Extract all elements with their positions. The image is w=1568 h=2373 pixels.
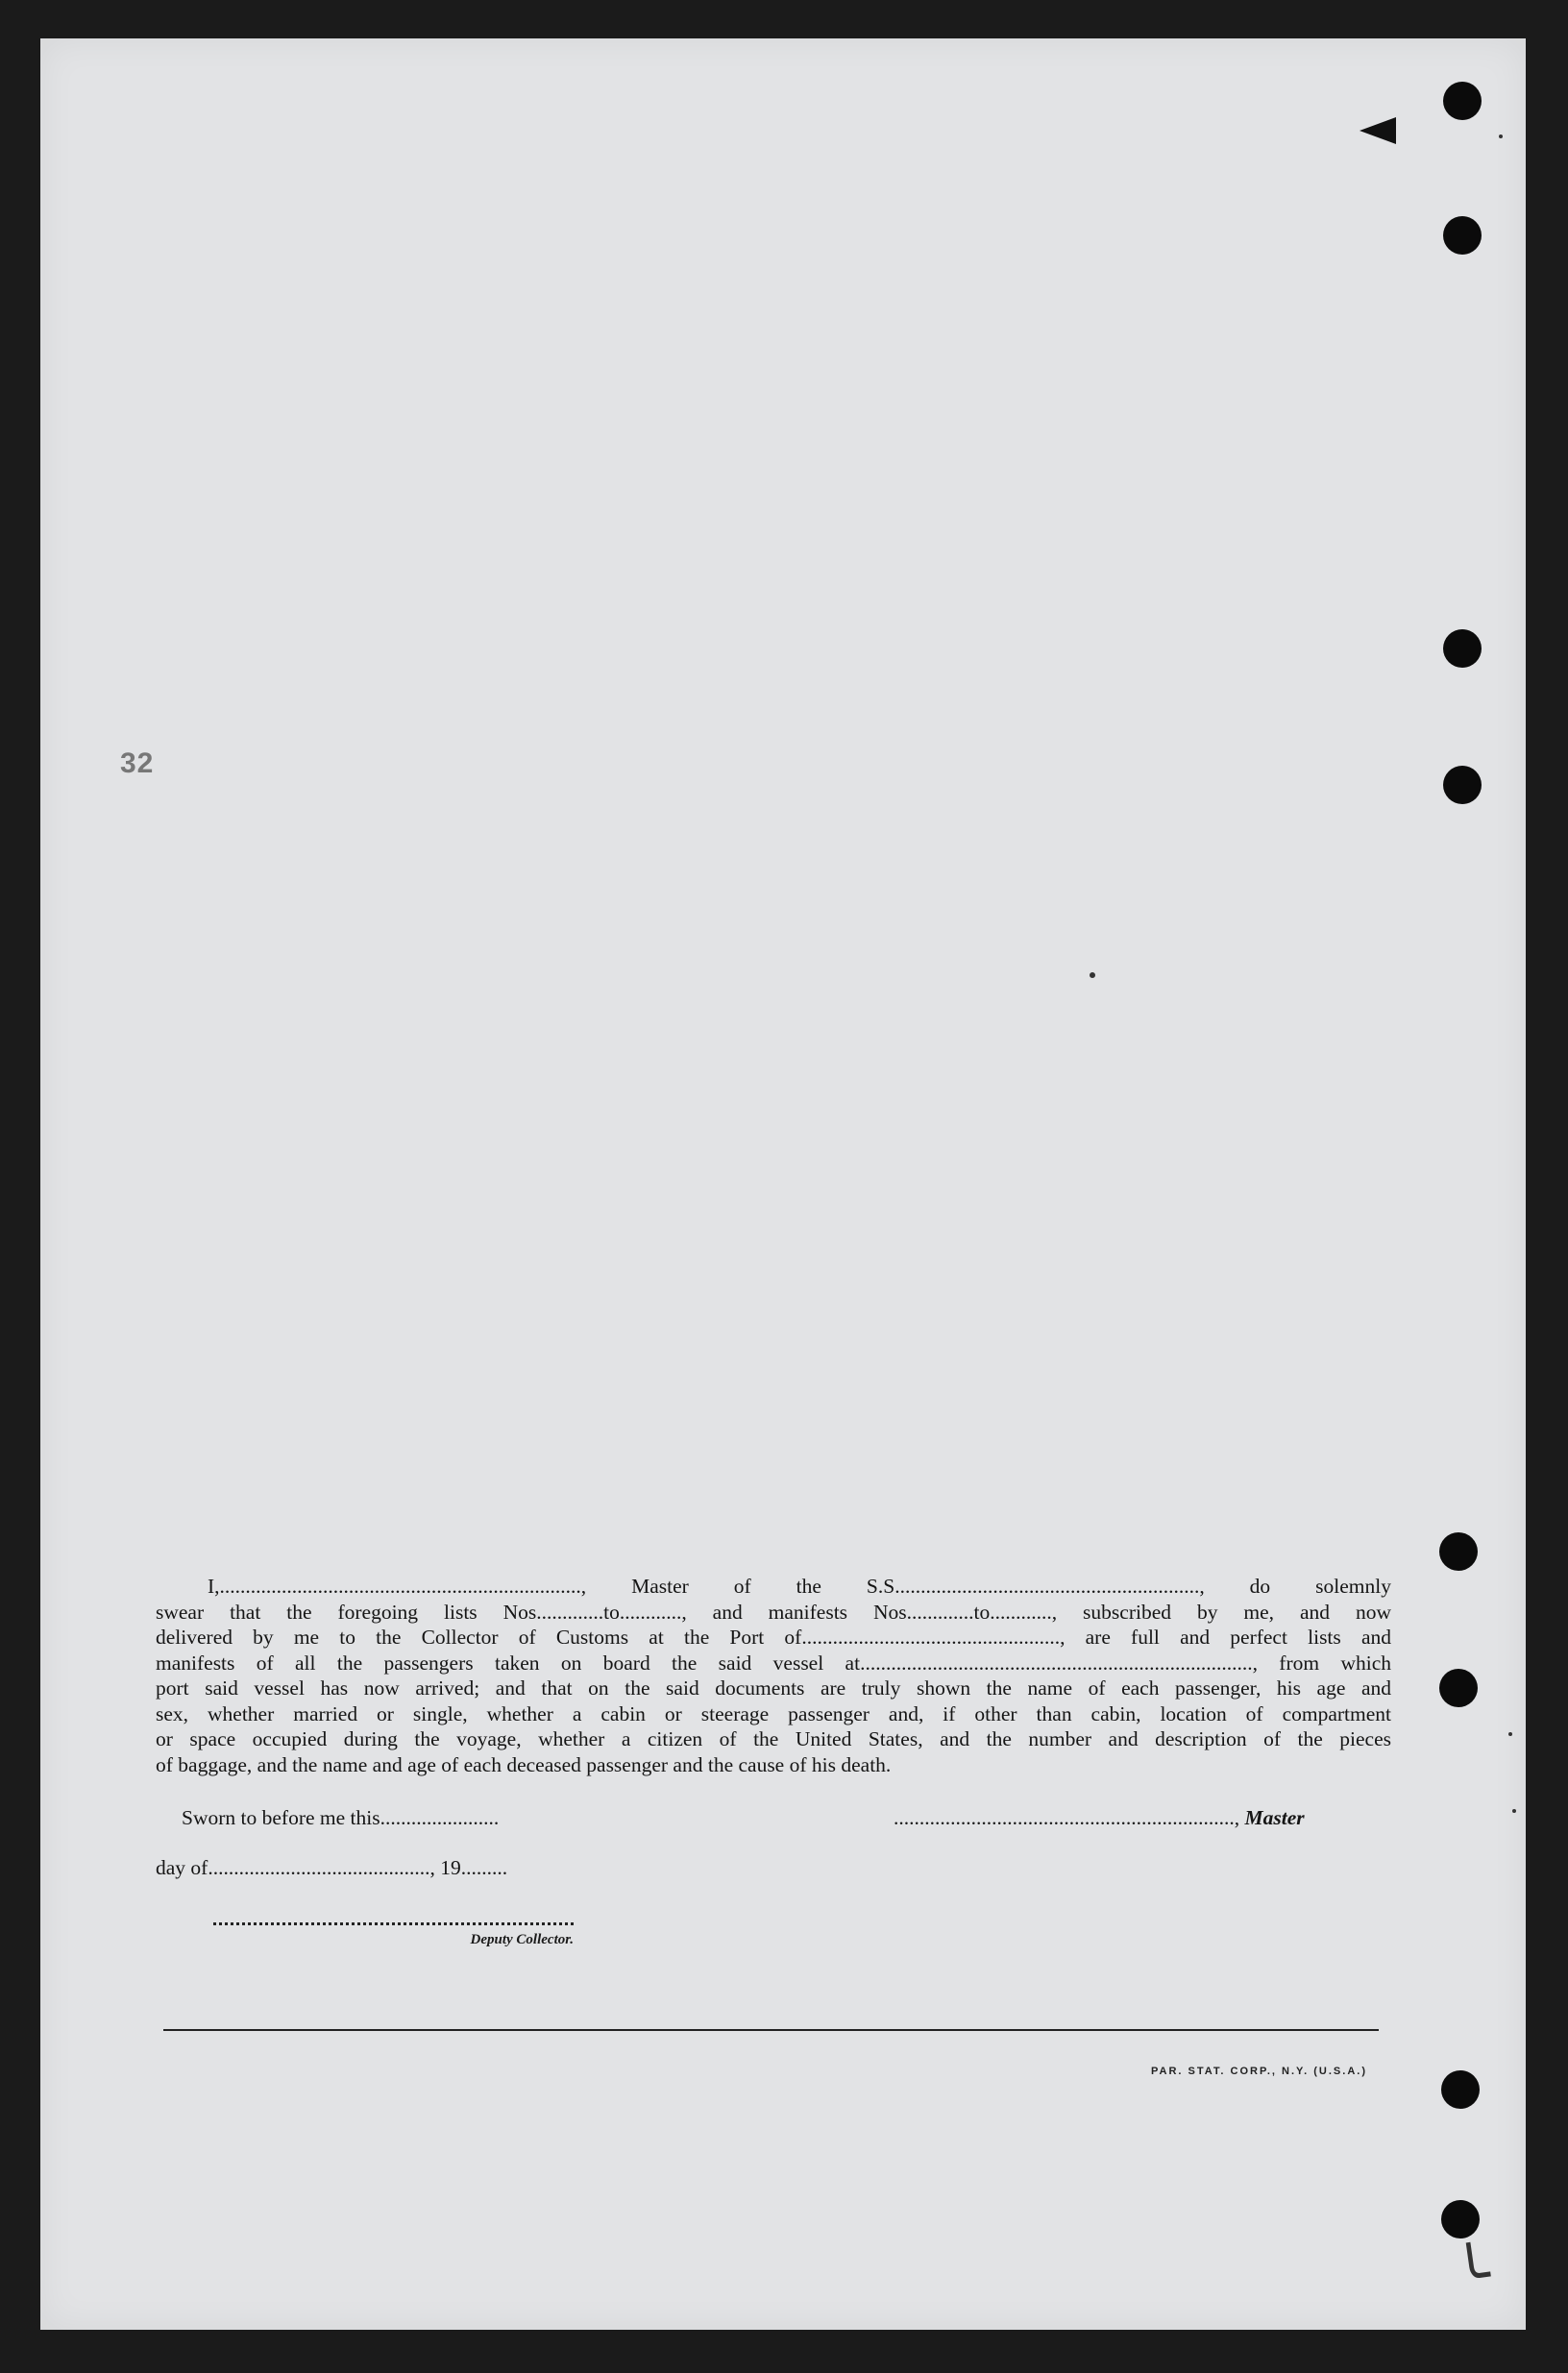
deputy-signature-dots bbox=[213, 1922, 574, 1925]
master-label: Master bbox=[1244, 1806, 1305, 1829]
oath-line: or space occupied during the voyage, whether a citizen of the United States, and the number and description of the pieces bbox=[156, 1727, 1391, 1750]
binder-hole-7 bbox=[1441, 2070, 1480, 2109]
horizontal-rule bbox=[163, 2029, 1379, 2031]
oath-line: swear that the foregoing lists Nos.............to............, and manifests Nos.............to............, subscribed by me, and now bbox=[156, 1600, 1391, 1624]
oath-line: of baggage, and the name and age of each deceased passenger and the cause of his death. bbox=[156, 1752, 892, 1776]
speck bbox=[1090, 972, 1095, 978]
master-signature-line bbox=[894, 1806, 1305, 1830]
binder-hole-4 bbox=[1443, 766, 1482, 804]
speck bbox=[1508, 1732, 1512, 1736]
printer-imprint: PAR. STAT. CORP., N.Y. (U.S.A.) bbox=[1151, 2066, 1367, 2077]
speck bbox=[1512, 1809, 1516, 1813]
handwritten-margin-mark: ╰ bbox=[1451, 2240, 1495, 2313]
oath-line: manifests of all the passengers taken on board the said vessel at............................................................................, from which bbox=[156, 1651, 1391, 1675]
speck bbox=[1499, 135, 1503, 138]
oath-line: sex, whether married or single, whether a cabin or steerage passenger and, if other than cabin, location of compartment bbox=[156, 1701, 1391, 1725]
binder-hole-6 bbox=[1439, 1669, 1478, 1707]
master-oath-paragraph bbox=[156, 1574, 1391, 1777]
arrow-mark-icon bbox=[1360, 117, 1396, 144]
binder-hole-5 bbox=[1439, 1532, 1478, 1571]
binder-hole-1 bbox=[1443, 82, 1482, 120]
day-of-line: day of..........................................., 19......... bbox=[156, 1856, 508, 1879]
binder-hole-8 bbox=[1441, 2200, 1480, 2238]
document-page bbox=[40, 38, 1526, 2330]
oath-line: port said vessel has now arrived; and that on the said documents are truly shown the name of each passenger, his age and bbox=[156, 1676, 1391, 1700]
faint-stamp-number: 32 bbox=[120, 747, 155, 779]
deputy-collector-label: Deputy Collector. bbox=[470, 1932, 574, 1947]
oath-line: delivered by me to the Collector of Customs at the Port of.................................................., are full and perfect lists and bbox=[156, 1626, 1391, 1649]
binder-hole-2 bbox=[1443, 216, 1482, 255]
master-signature-dots: .................................................................., bbox=[894, 1806, 1240, 1829]
sworn-before-line: Sworn to before me this....................... bbox=[182, 1806, 500, 1829]
binder-hole-3 bbox=[1443, 629, 1482, 668]
oath-line: I,......................................................................, Master of the S.S..........................................................., do solemnly bbox=[208, 1575, 1391, 1598]
